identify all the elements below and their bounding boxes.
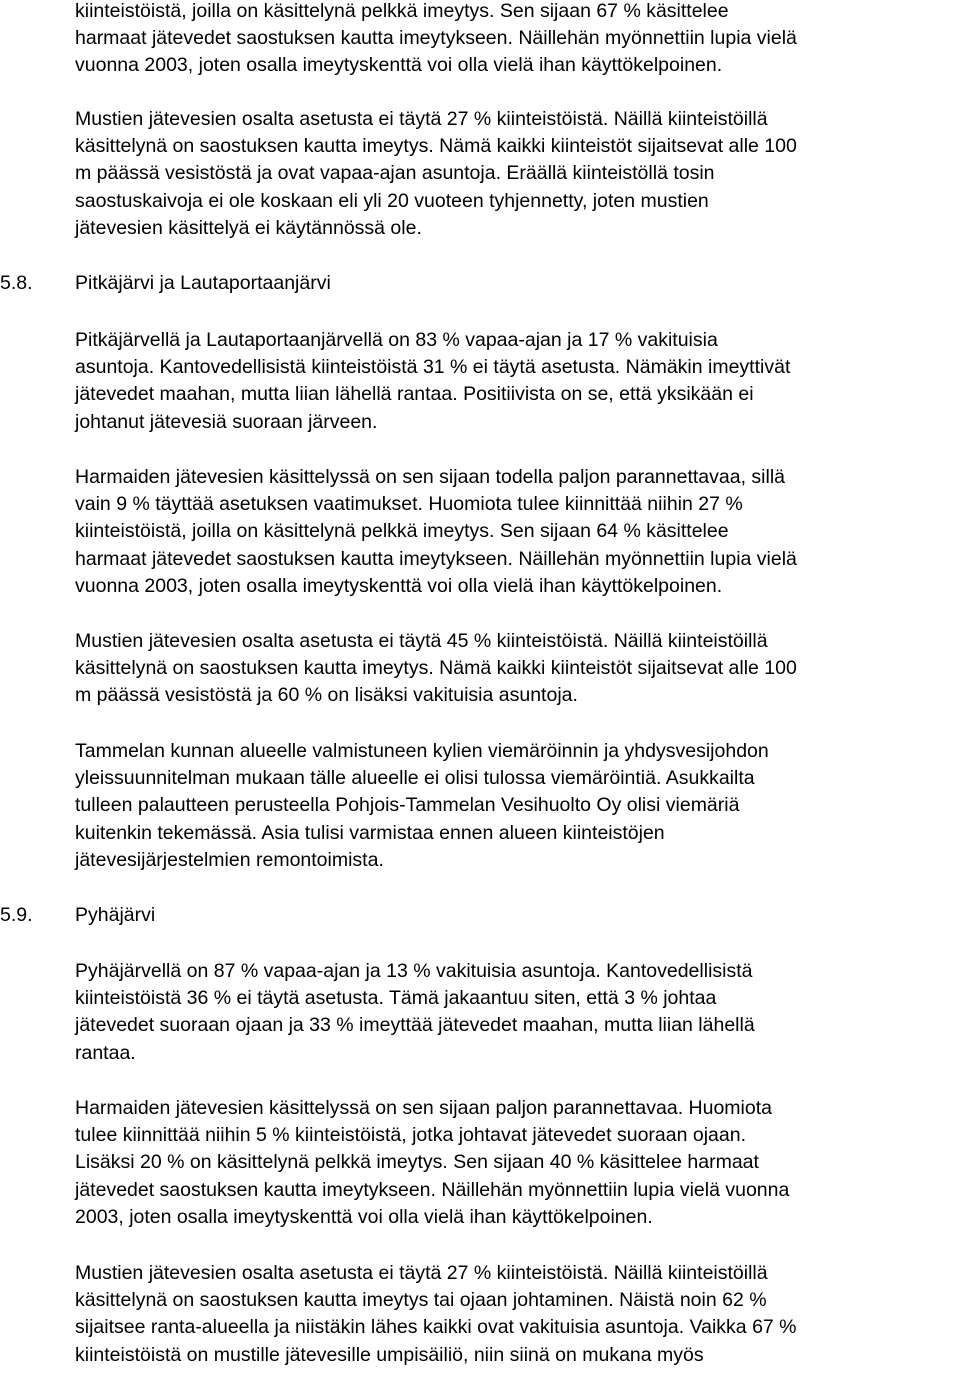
paragraph-pyhajarvi-black-water [75, 1260, 955, 1369]
paragraph-pitkajarvi-summary [75, 327, 955, 436]
text-line: johtanut jätevesiä suoraan järveen. [75, 410, 378, 433]
text-line: vuonna 2003, joten osalla imeytyskenttä voi olla vielä ihan käyttökelpoinen. [75, 54, 723, 77]
text-line: kiinteistöistä, joilla on käsittelynä pelkkä imeytys. Sen sijaan 67 % käsittelee [75, 0, 729, 22]
paragraph-pyhajarvi-summary [75, 958, 955, 1067]
text-line: yleissuunnitelman mukaan tälle alueelle ei olisi tulossa viemäröintiä. Asukkailta [75, 767, 755, 790]
text-line: Pyhäjärvellä on 87 % vapaa-ajan ja 13 % vakituisia asuntoja. Kantovedellisistä [75, 960, 753, 982]
text-line: harmaat jätevedet saostuksen kautta imeytykseen. Näillehän myönnettiin lupia vielä [75, 547, 797, 570]
text-line: käsittelynä on saostuksen kautta imeytys. Nämä kaikki kiinteistöt sijaitsevat alle 100 [75, 657, 797, 680]
text-line: tulleen palautteen perusteella Pohjois-Tammelan Vesihuolto Oy olisi viemäriä [75, 794, 740, 817]
text-line: Mustien jätevesien osalta asetusta ei täytä 27 % kiinteistöistä. Näillä kiinteistöillä [75, 108, 768, 130]
text-line: 2003, joten osalla imeytyskenttä voi olla vielä ihan käyttökelpoinen. [75, 1205, 653, 1228]
section-title: Pitkäjärvi ja Lautaportaanjärvi [75, 272, 331, 294]
text-line: Mustien jätevesien osalta asetusta ei täytä 27 % kiinteistöistä. Näillä kiinteistöillä [75, 1262, 768, 1284]
section-number: 5.8. [0, 272, 33, 294]
text-line: m päässä vesistöstä ja 60 % on lisäksi vakituisia asuntoja. [75, 684, 578, 707]
paragraph-black-water-1 [75, 106, 955, 242]
text-line: käsittelynä on saostuksen kautta imeytys tai ojaan johtaminen. Näistä noin 62 % [75, 1289, 767, 1312]
text-line: vuonna 2003, joten osalla imeytyskenttä voi olla vielä ihan käyttökelpoinen. [75, 574, 723, 597]
paragraph-grey-water-continued [75, 0, 955, 80]
section-title: Pyhäjärvi [75, 904, 156, 926]
text-line: jätevedet saostuksen kautta imeytykseen. Näillehän myönnettiin lupia vielä vuonna [75, 1178, 790, 1201]
text-line: rantaa. [75, 1041, 136, 1064]
section-heading-5-9 [0, 902, 400, 930]
text-line: Harmaiden jätevesien käsittelyssä on sen sijaan todella paljon parannettavaa, sillä [75, 466, 786, 488]
section-number: 5.9. [0, 904, 33, 926]
text-line: sijaitsee ranta-alueella ja niistäkin lähes kaikki ovat vakituisia asuntoja. Vaikka 67 % [75, 1316, 797, 1339]
paragraph-pyhajarvi-grey-water [75, 1095, 955, 1231]
text-line: jätevesijärjestelmien remontoimista. [75, 848, 384, 871]
text-line: kiinteistöistä 36 % ei täytä asetusta. Tämä jakaantuu siten, että 3 % johtaa [75, 987, 717, 1010]
section-heading-5-8 [0, 270, 700, 298]
paragraph-pitkajarvi-black-water [75, 628, 955, 710]
text-line: kiinteistöistä, joilla on käsittelynä pelkkä imeytys. Sen sijaan 64 % käsittelee [75, 520, 729, 543]
text-line: Harmaiden jätevesien käsittelyssä on sen sijaan paljon parannettavaa. Huomiota [75, 1097, 772, 1119]
text-line: Lisäksi 20 % on käsittelynä pelkkä imeytys. Sen sijaan 40 % käsittelee harmaat [75, 1151, 759, 1174]
text-line: käsittelynä on saostuksen kautta imeytys. Nämä kaikki kiinteistöt sijaitsevat alle 100 [75, 135, 797, 158]
text-line: saostuskaivoja ei ole koskaan eli yli 20 vuoteen tyhjennetty, joten mustien [75, 189, 709, 212]
text-line: jätevesien käsittelyä ei käytännössä ole. [75, 216, 422, 239]
text-line: jätevedet maahan, mutta liian lähellä rantaa. Positiivista on se, että yksikään ei [75, 383, 754, 406]
text-line: asuntoja. Kantovedellisistä kiinteistöistä 31 % ei täytä asetusta. Nämäkin imeyttivät [75, 356, 791, 379]
text-line: tulee kiinnittää niihin 5 % kiinteistöistä, jotka johtavat jätevedet suoraan ojaan. [75, 1124, 746, 1147]
paragraph-pitkajarvi-grey-water [75, 464, 955, 600]
text-line: jätevedet suoraan ojaan ja 33 % imeyttää jätevedet maahan, mutta liian lähellä [75, 1014, 755, 1037]
text-line: harmaat jätevedet saostuksen kautta imeytykseen. Näillehän myönnettiin lupia vielä [75, 27, 797, 50]
text-line: Pitkäjärvellä ja Lautaportaanjärvellä on 83 % vapaa-ajan ja 17 % vakituisia [75, 329, 718, 351]
paragraph-tammela-sewer-plan [75, 738, 955, 874]
text-line: vain 9 % täyttää asetuksen vaatimukset. Huomiota tulee kiinnittää niihin 27 % [75, 493, 743, 516]
text-line: m päässä vesistöstä ja ovat vapaa-ajan asuntoja. Eräällä kiinteistöllä tosin [75, 162, 715, 185]
text-line: kiinteistöistä on mustille jätevesille umpisäiliö, niin siinä on mukana myös [75, 1343, 704, 1366]
text-line: Tammelan kunnan alueelle valmistuneen kylien viemäröinnin ja yhdysvesijohdon [75, 740, 769, 762]
text-line: Mustien jätevesien osalta asetusta ei täytä 45 % kiinteistöistä. Näillä kiinteistöillä [75, 630, 768, 652]
text-line: kuitenkin tekemässä. Asia tulisi varmistaa ennen alueen kiinteistöjen [75, 821, 665, 844]
